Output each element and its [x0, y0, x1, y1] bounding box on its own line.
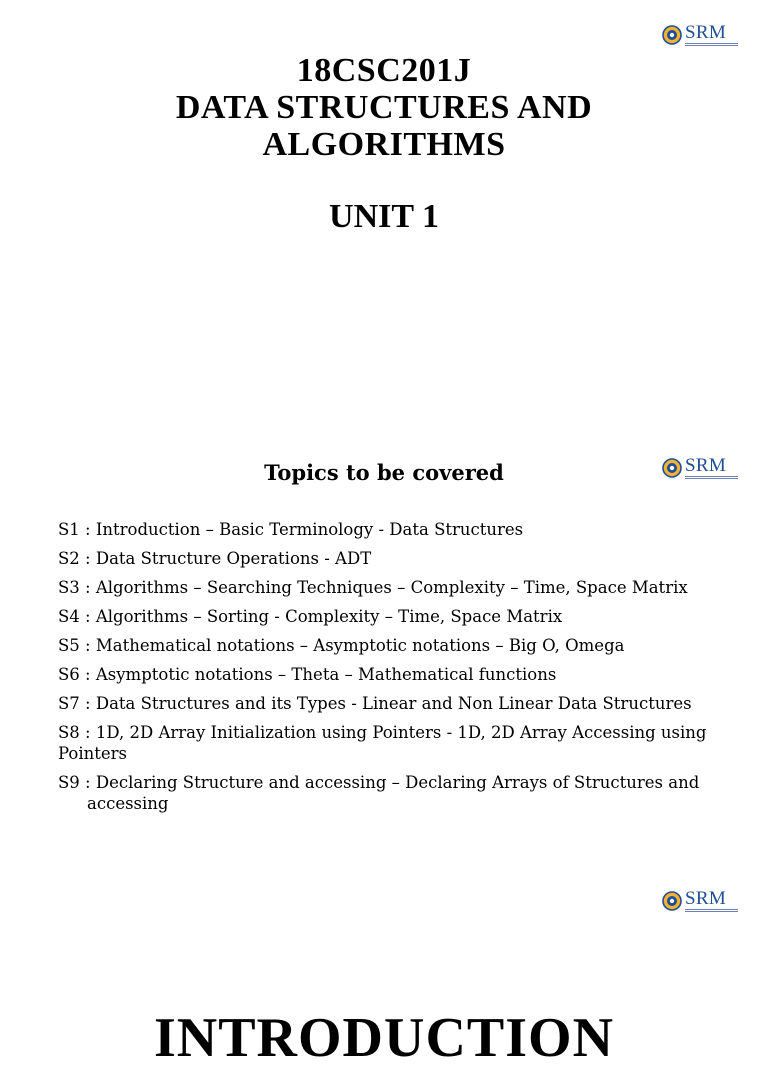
srm-wordmark: SRM: [685, 22, 727, 43]
topic-item: S8 : 1D, 2D Array Initialization using Pointers - 1D, 2D Array Accessing using Pointers: [58, 723, 707, 763]
course-title-line1: DATA STRUCTURES AND: [175, 89, 593, 126]
topic-item: S3 : Algorithms – Searching Techniques – Complexity – Time, Space Matrix: [58, 578, 688, 597]
topic-item: S9 : Declaring Structure and accessing – Declaring Arrays of Structures and accessing: [58, 773, 700, 813]
srm-logo: [662, 889, 738, 915]
topics-heading: Topics to be covered: [264, 460, 504, 485]
topic-item: S4 : Algorithms – Sorting - Complexity – Time, Space Matrix: [58, 607, 563, 626]
srm-emblem-icon: [662, 25, 682, 45]
srm-logo: [662, 23, 738, 49]
topic-item: S1 : Introduction – Basic Terminology - Data Structures: [58, 520, 524, 539]
topic-item: S7 : Data Structures and its Types - Linear and Non Linear Data Structures: [58, 694, 692, 713]
slide-title: [0, 0, 768, 420]
topic-list: [58, 519, 748, 822]
unit-label: UNIT 1: [329, 198, 439, 235]
course-title-line2: ALGORITHMS: [262, 126, 506, 163]
course-title-block: [0, 52, 768, 163]
srm-emblem-icon: [662, 891, 682, 911]
topic-item: S5 : Mathematical notations – Asymptotic notations – Big O, Omega: [58, 636, 625, 655]
course-code: 18CSC201J: [296, 52, 472, 89]
topic-item: S2 : Data Structure Operations - ADT: [58, 549, 372, 568]
slide-introduction: [0, 860, 768, 1024]
topic-item: S6 : Asymptotic notations – Theta – Mathematical functions: [58, 665, 557, 684]
srm-wordmark: SRM: [685, 455, 727, 476]
srm-wordmark: SRM: [685, 888, 727, 909]
introduction-title: INTRODUCTION: [153, 1007, 615, 1069]
srm-tagline-lines: [685, 909, 738, 914]
srm-tagline-lines: [685, 43, 738, 48]
